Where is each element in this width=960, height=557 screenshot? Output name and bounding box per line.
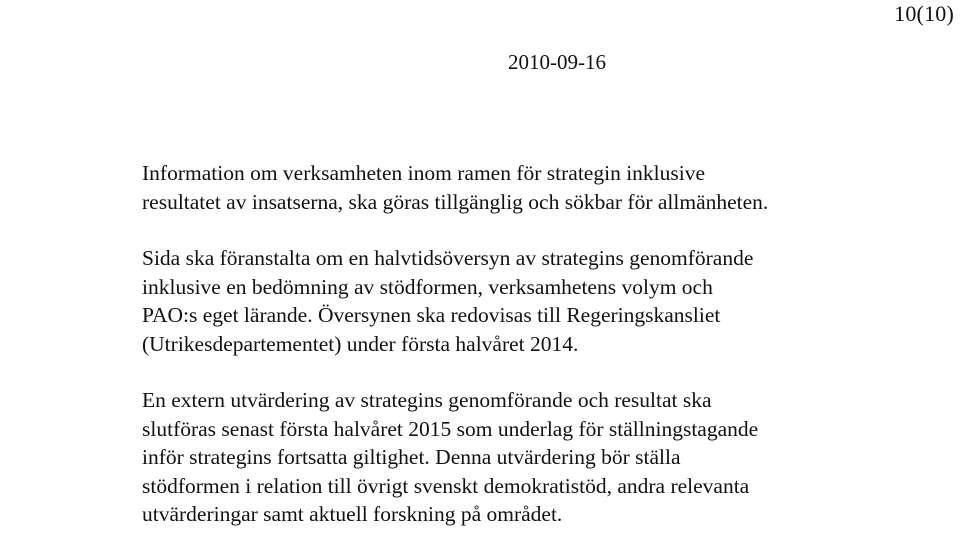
text-line: slutföras senast första halvåret 2015 som underlag för ställningstagande <box>142 416 759 441</box>
paragraph-information <box>142 159 942 216</box>
page-number: 10(10) <box>894 1 954 26</box>
text-line: utvärderingar samt aktuell forskning på området. <box>142 502 563 526</box>
text-line: En extern utvärdering av strategins genomförande och resultat ska <box>142 388 712 412</box>
text-line: resultatet av insatserna, ska göras tillgänglig och sökbar för allmänheten. <box>142 189 769 214</box>
document-date: 2010-09-16 <box>508 50 606 74</box>
text-line: (Utrikesdepartementet) under första halvåret 2014. <box>142 331 579 356</box>
document-body <box>142 159 942 557</box>
paragraph-midterm-review <box>142 244 942 358</box>
text-line: stödformen i relation till övrigt svenskt demokratistöd, andra relevanta <box>142 473 750 498</box>
text-line: Sida ska föranstalta om en halvtidsöversyn av strategins genomförande <box>142 246 754 270</box>
paragraph-external-evaluation <box>142 386 942 529</box>
text-line: inklusive en bedömning av stödformen, verksamhetens volym och <box>142 274 713 299</box>
text-line: PAO:s eget lärande. Översynen ska redovisas till Regeringskansliet <box>142 303 721 327</box>
text-line: inför strategins fortsatta giltighet. Denna utvärdering bör ställa <box>142 445 681 469</box>
text-line: Information om verksamheten inom ramen för strategin inklusive <box>142 161 706 185</box>
